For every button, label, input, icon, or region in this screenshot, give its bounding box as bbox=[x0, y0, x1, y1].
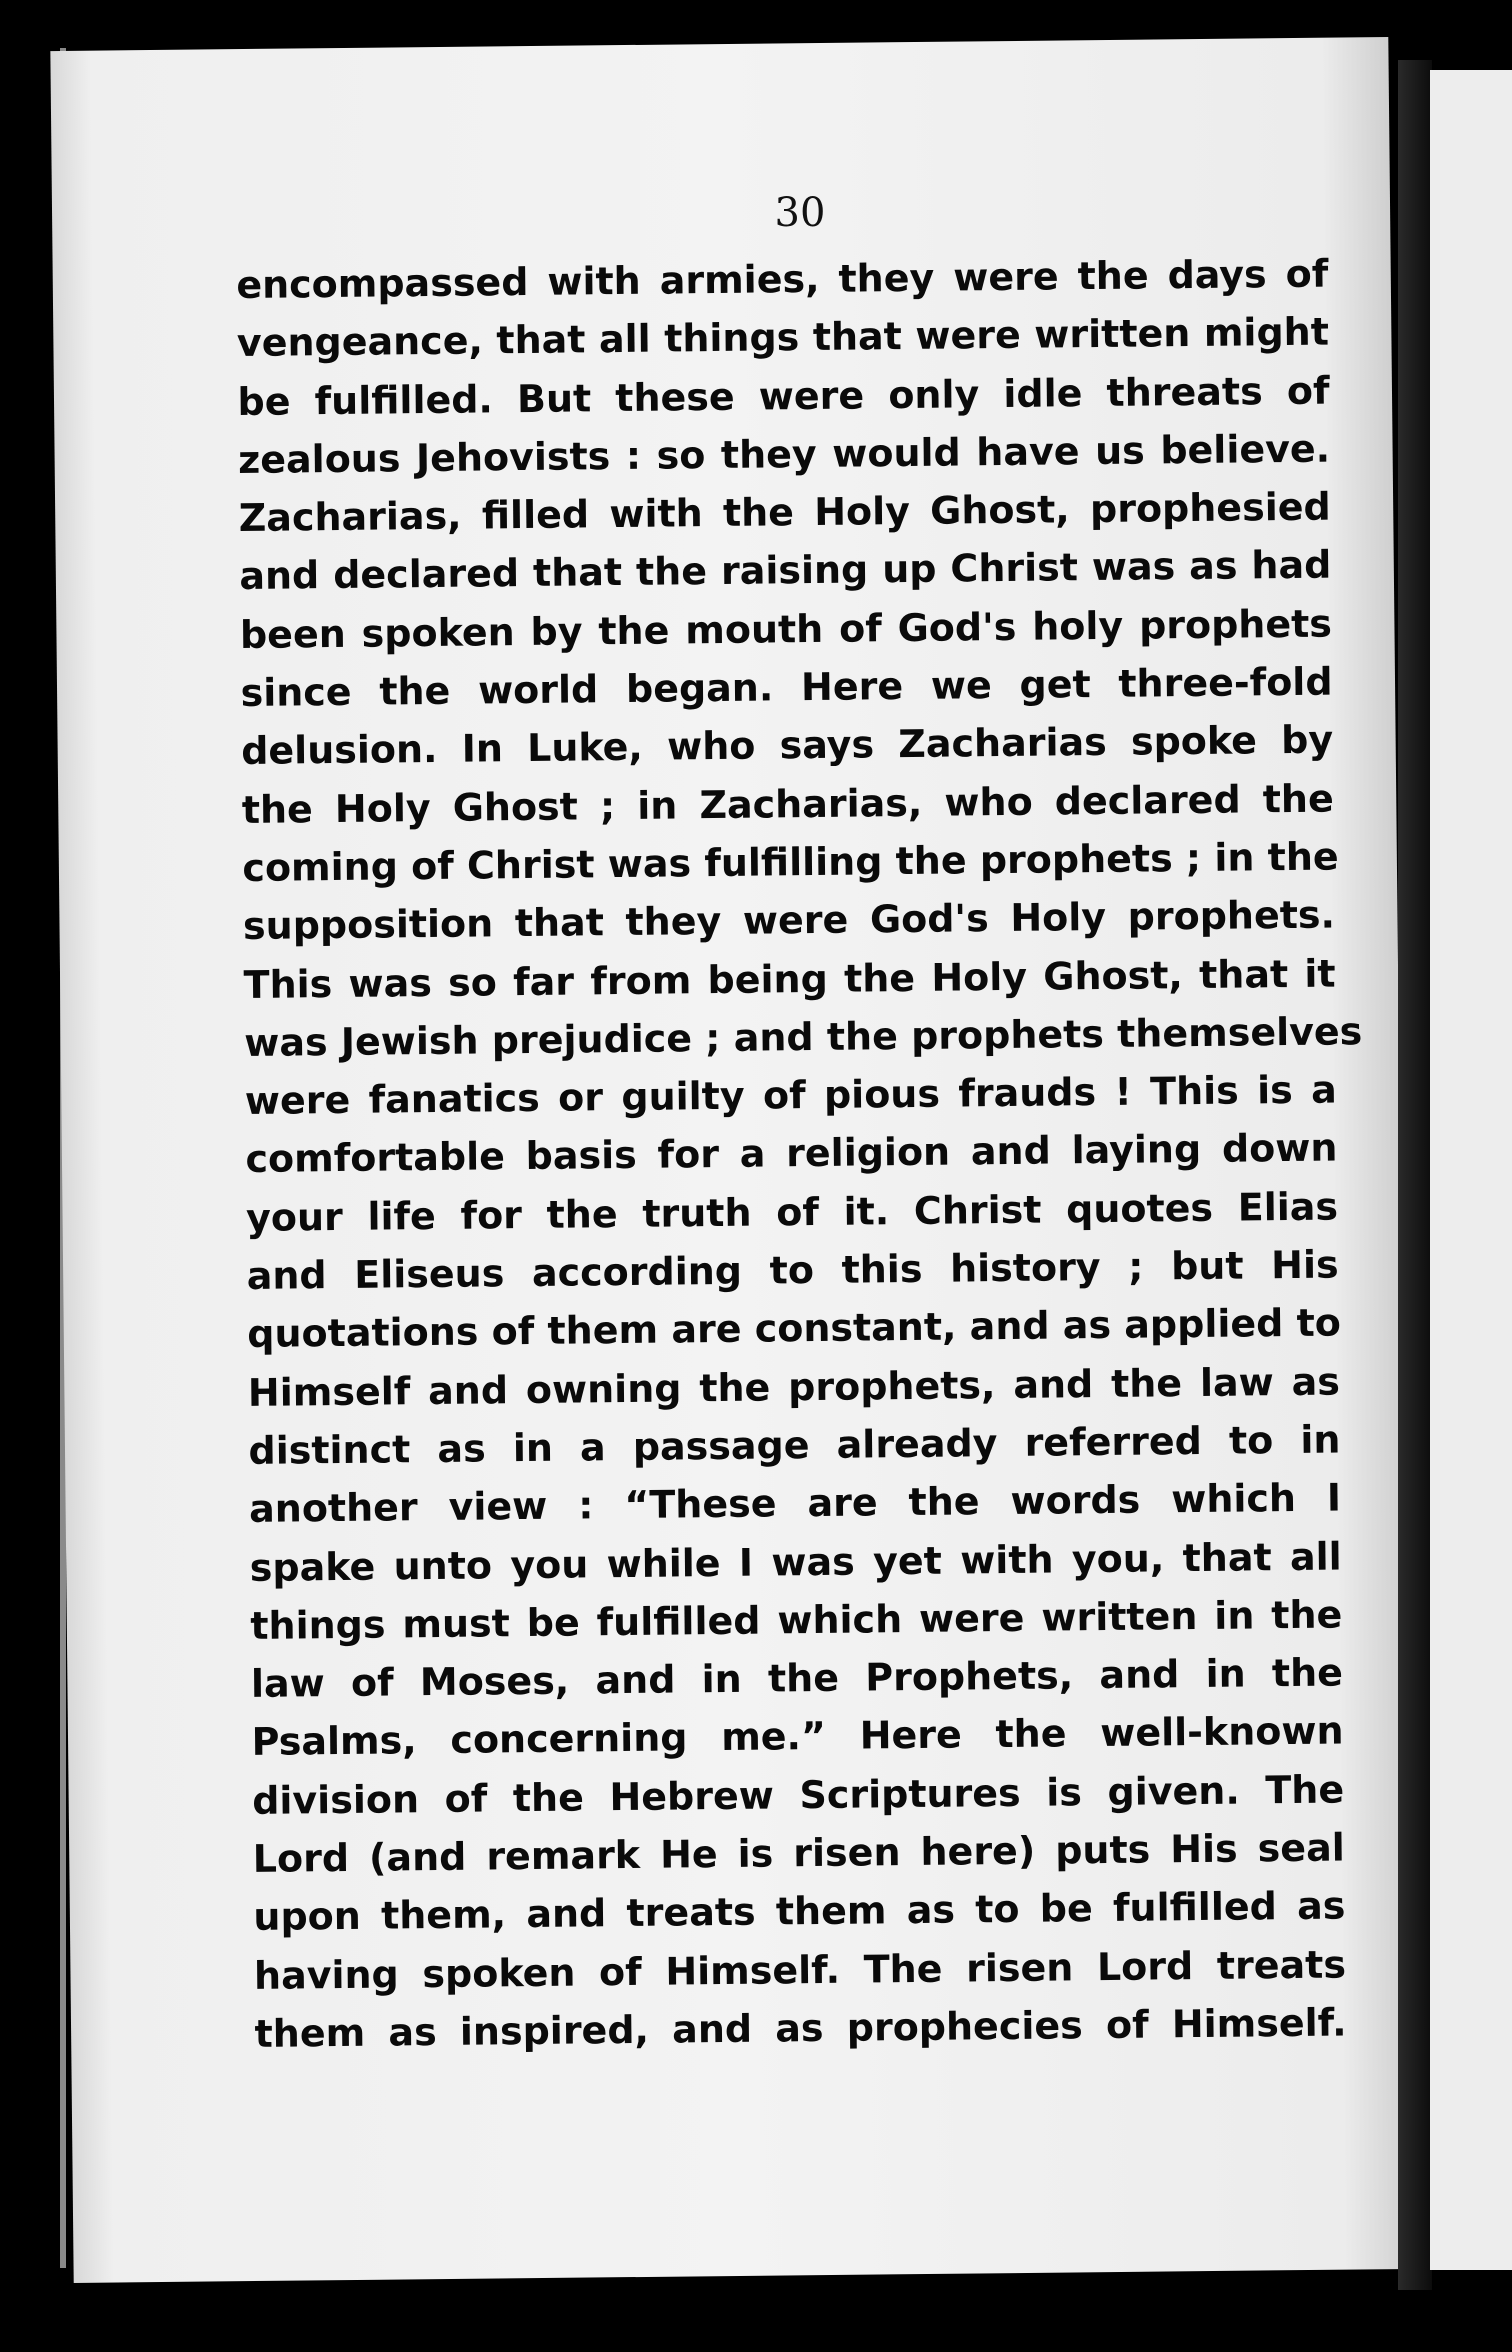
binding-shadow bbox=[1398, 60, 1432, 2290]
text-line: been spoken by the mouth of God's holy prophets bbox=[239, 601, 1333, 657]
text-line: things must be fulfilled which were written in the bbox=[250, 1592, 1343, 1648]
text-line: comfortable basis for a religion and laying down bbox=[245, 1125, 1338, 1182]
text-line: supposition that they were God's Holy prophets. bbox=[242, 892, 1336, 949]
text-line: was Jewish prejudice ; and the prophets themselves bbox=[244, 1009, 1363, 1065]
text-line: Psalms, concerning me.” Here the well-known bbox=[251, 1708, 1344, 1765]
text-line: another view : “These are the words which I bbox=[248, 1475, 1342, 1532]
text-line: Himself and owning the prophets, and the law as bbox=[247, 1359, 1341, 1415]
text-line: law of Moses, and in the Prophets, and in the bbox=[250, 1650, 1344, 1707]
text-line: This was so far from being the Holy Ghost, that it bbox=[243, 951, 1336, 1007]
body-text bbox=[236, 245, 1363, 2064]
text-line: encompassed with armies, they were the days of bbox=[236, 251, 1329, 307]
text-line: delusion. In Luke, who says Zacharias spoke by bbox=[240, 717, 1334, 774]
text-line: them as inspired, and as prophecies of Himself. bbox=[254, 2000, 1347, 2056]
text-line: spake unto you while I was yet with you, that all bbox=[249, 1534, 1342, 1590]
text-line: be fulfilled. But these were only idle threats of bbox=[237, 368, 1330, 424]
text-line: division of the Hebrew Scriptures is given. The bbox=[251, 1767, 1345, 1823]
text-line: were fanatics or guilty of pious frauds ! This is a bbox=[244, 1067, 1338, 1124]
text-line: the Holy Ghost ; in Zacharias, who declared the bbox=[241, 776, 1334, 832]
text-line: vengeance, that all things that were written might bbox=[236, 309, 1330, 366]
facing-page-strip bbox=[1430, 70, 1512, 2270]
text-line: zealous Jehovists : so they would have us believe. bbox=[237, 426, 1331, 482]
text-line: quotations of them are constant, and as applied to bbox=[247, 1300, 1342, 1357]
text-line: distinct as in a passage already referred to in bbox=[248, 1417, 1341, 1473]
text-line: and declared that the raising up Christ was as had bbox=[239, 543, 1332, 599]
text-line: Lord (and remark He is risen here) puts His seal bbox=[252, 1825, 1345, 1881]
page-number: 30 bbox=[774, 190, 826, 236]
text-line: your life for the truth of it. Christ quotes Elias bbox=[245, 1184, 1339, 1240]
text-line: coming of Christ was fulfilling the prophets ; in the bbox=[242, 834, 1339, 890]
text-line: and Eliseus according to this history ; but His bbox=[246, 1242, 1339, 1298]
text-line: Zacharias, filled with the Holy Ghost, prophesied bbox=[238, 484, 1331, 541]
text-line: having spoken of Himself. The risen Lord treats bbox=[253, 1942, 1347, 1998]
text-line: since the world began. Here we get three-fold bbox=[240, 659, 1333, 716]
text-line: upon them, and treats them as to be fulfilled as bbox=[253, 1883, 1346, 1940]
